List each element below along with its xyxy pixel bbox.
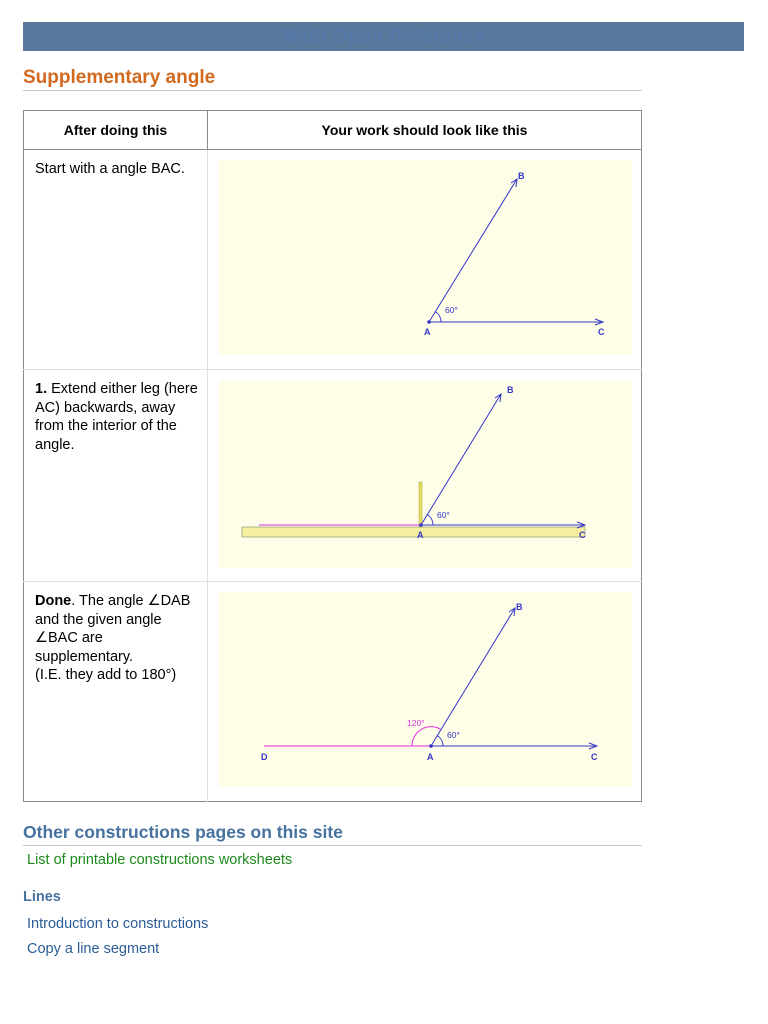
step-instruction: [24, 150, 208, 370]
title-divider: [23, 90, 642, 91]
pencil: [419, 482, 422, 527]
table-row: [24, 150, 642, 370]
step-note: (I.E. they add to 180°): [35, 667, 177, 683]
label-a: A: [424, 327, 431, 337]
angle-arc: [437, 736, 443, 747]
table-row: [24, 582, 642, 802]
supplementary-figure: [219, 592, 632, 787]
supp-angle-label: 120°: [407, 718, 425, 728]
extend-leg-figure: [219, 380, 632, 568]
site-banner[interactable]: [23, 22, 744, 51]
table-row: [24, 370, 642, 582]
label-c: C: [591, 752, 598, 762]
angle-label: 60°: [437, 510, 450, 520]
step-instruction: [24, 582, 208, 802]
table-header-row: [24, 111, 642, 150]
worksheets-link[interactable]: List of printable constructions worksheets: [27, 852, 293, 868]
copy-line-segment-link[interactable]: Copy a line segment: [27, 941, 160, 957]
step-text: Extend either leg (here AC) backwards, away from the interior of the angle.: [35, 381, 198, 453]
angle-bac-figure: [219, 160, 632, 355]
section-divider: [23, 845, 642, 846]
step-number: 1.: [35, 381, 48, 397]
label-b: B: [518, 171, 525, 181]
angle-label: 60°: [447, 730, 460, 740]
ray-ab: [431, 608, 515, 746]
label-b: B: [516, 602, 523, 612]
ray-ab: [421, 394, 501, 525]
ray-ab: [429, 179, 517, 322]
lines-heading: Lines: [23, 889, 61, 905]
label-d: D: [261, 752, 268, 762]
page-title: Supplementary angle: [23, 67, 216, 88]
col-header-steps: After doing this: [24, 111, 208, 150]
angle-label: 60°: [445, 305, 458, 315]
step-text: . The angle ∠DAB and the given angle ∠BAC are supplementary.: [35, 593, 191, 665]
angle-arc: [427, 515, 433, 526]
vertex-a: [427, 320, 431, 324]
step-figure: [208, 150, 642, 370]
step-instruction: [24, 370, 208, 582]
step-figure: [208, 582, 642, 802]
steps-table: [23, 110, 642, 802]
figure-panel: [219, 592, 632, 787]
intro-constructions-link[interactable]: Introduction to constructions: [27, 916, 209, 932]
vertex-a: [419, 523, 423, 527]
label-c: C: [579, 530, 586, 540]
other-constructions-title: Other constructions pages on this site: [23, 822, 343, 842]
vertex-a: [429, 744, 433, 748]
step-text: Start with a angle BAC.: [35, 161, 185, 177]
step-figure: [208, 370, 642, 582]
label-a: A: [427, 752, 434, 762]
label-b: B: [507, 385, 514, 395]
figure-panel: [219, 160, 632, 355]
figure-panel: [219, 380, 632, 568]
label-c: C: [598, 327, 605, 337]
site-title[interactable]: Math Open Reference: [281, 26, 486, 47]
angle-arc: [435, 312, 441, 323]
col-header-figures: Your work should look like this: [208, 111, 642, 150]
step-label: Done: [35, 593, 72, 609]
label-a: A: [417, 530, 424, 540]
